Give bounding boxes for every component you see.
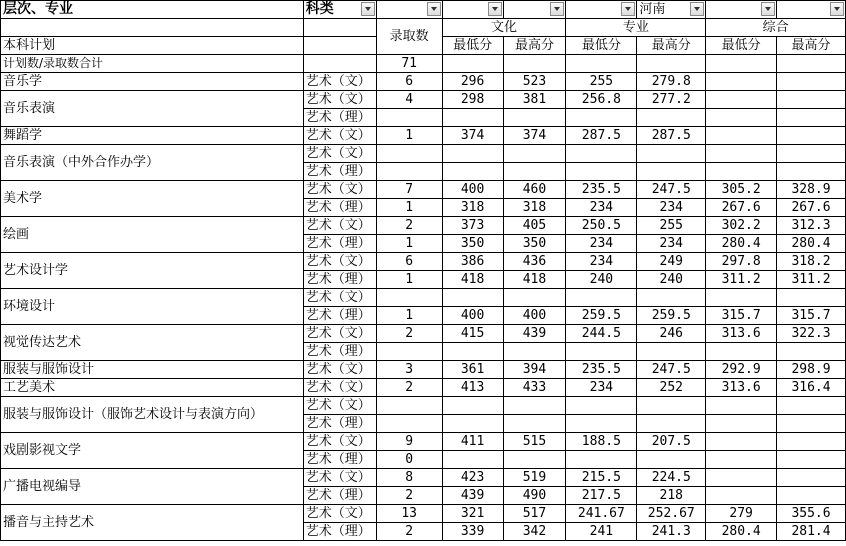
major-min: 234	[566, 253, 637, 271]
enroll-count: 2	[376, 379, 442, 397]
major-min: 256.8	[566, 91, 637, 109]
category-cell: 艺术（理）	[303, 451, 376, 469]
total-min	[706, 289, 777, 307]
total-min: 302.2	[706, 217, 777, 235]
category-cell: 艺术（理）	[303, 271, 376, 289]
major-max: 247.5	[637, 181, 706, 199]
total-min	[706, 397, 777, 415]
blank-cell	[1, 19, 304, 37]
culture-min: 386	[442, 253, 503, 271]
major-min	[566, 109, 637, 127]
major-max: 252.67	[637, 505, 706, 523]
total-min: 280.4	[706, 235, 777, 253]
major-min: 188.5	[566, 433, 637, 451]
total-max	[777, 451, 846, 469]
enroll-count: 0	[376, 451, 442, 469]
total-max: 318.2	[777, 253, 846, 271]
culture-min: 400	[442, 181, 503, 199]
total-min	[706, 91, 777, 109]
table-row	[1, 469, 846, 487]
category-cell: 艺术（理）	[303, 415, 376, 433]
category-cell: 艺术（文）	[303, 289, 376, 307]
culture-max-header: 最高分	[503, 37, 566, 55]
culture-min: 413	[442, 379, 503, 397]
culture-max: 490	[503, 487, 566, 505]
table-row	[1, 379, 846, 397]
total-min: 315.7	[706, 307, 777, 325]
total-max: 355.6	[777, 505, 846, 523]
culture-min	[442, 343, 503, 361]
major-max: 279.8	[637, 73, 706, 91]
culture-min-header: 最低分	[442, 37, 503, 55]
major-min: 217.5	[566, 487, 637, 505]
category-cell: 艺术（文）	[303, 181, 376, 199]
major-min-filter-cell	[566, 1, 637, 19]
major-min: 234	[566, 379, 637, 397]
major-min: 215.5	[566, 469, 637, 487]
major-min	[566, 163, 637, 181]
category-column-header	[303, 1, 376, 19]
major-name: 美术学	[1, 181, 304, 217]
enroll-count: 1	[376, 199, 442, 217]
group-header-row	[1, 19, 846, 37]
major-max: 234	[637, 235, 706, 253]
major-max: 252	[637, 379, 706, 397]
culture-max: 519	[503, 469, 566, 487]
major-min: 250.5	[566, 217, 637, 235]
enroll-count: 2	[376, 523, 442, 541]
total-min	[706, 433, 777, 451]
culture-max: 381	[503, 91, 566, 109]
enroll-count	[376, 109, 442, 127]
culture-min: 418	[442, 271, 503, 289]
total-max	[777, 397, 846, 415]
major-min: 234	[566, 199, 637, 217]
culture-max	[503, 397, 566, 415]
culture-max: 439	[503, 325, 566, 343]
enroll-count	[376, 289, 442, 307]
table-row	[1, 73, 846, 91]
category-cell: 艺术（文）	[303, 433, 376, 451]
blank-cell	[637, 55, 706, 73]
major-name: 服装与服饰设计	[1, 361, 304, 379]
culture-max	[503, 109, 566, 127]
major-min: 240	[566, 271, 637, 289]
major-max-header: 最高分	[637, 37, 706, 55]
total-max	[777, 487, 846, 505]
culture-max: 400	[503, 307, 566, 325]
culture-min	[442, 163, 503, 181]
totals-label: 计划数/录取数合计	[1, 55, 304, 73]
table-row	[1, 91, 846, 109]
total-min: 313.6	[706, 325, 777, 343]
category-cell: 艺术（文）	[303, 361, 376, 379]
blank-cell	[303, 55, 376, 73]
enroll-count: 6	[376, 73, 442, 91]
category-cell: 艺术（文）	[303, 379, 376, 397]
culture-min: 350	[442, 235, 503, 253]
filter-dropdown-icon[interactable]	[361, 2, 375, 16]
major-min-header: 最低分	[566, 37, 637, 55]
culture-max: 394	[503, 361, 566, 379]
enroll-count: 1	[376, 235, 442, 253]
table-row	[1, 289, 846, 307]
major-group-header: 专业	[566, 19, 706, 37]
enroll-filter-cell	[376, 1, 442, 19]
filter-dropdown-icon[interactable]	[690, 2, 704, 16]
enroll-count: 3	[376, 361, 442, 379]
total-max	[777, 109, 846, 127]
major-min: 244.5	[566, 325, 637, 343]
major-max	[637, 397, 706, 415]
major-min: 241	[566, 523, 637, 541]
major-name: 服装与服饰设计（服饰艺术设计与表演方向）	[1, 397, 304, 433]
total-max	[777, 91, 846, 109]
table-row	[1, 361, 846, 379]
table-row	[1, 325, 846, 343]
major-max: 247.5	[637, 361, 706, 379]
filter-dropdown-icon[interactable]	[427, 2, 441, 16]
major-name: 艺术设计学	[1, 253, 304, 289]
category-cell: 艺术（理）	[303, 343, 376, 361]
major-min	[566, 415, 637, 433]
filter-header-row	[1, 1, 846, 19]
total-max: 311.2	[777, 271, 846, 289]
culture-max: 523	[503, 73, 566, 91]
total-min: 280.4	[706, 523, 777, 541]
category-cell: 艺术（理）	[303, 523, 376, 541]
major-name: 工艺美术	[1, 379, 304, 397]
total-max: 312.3	[777, 217, 846, 235]
major-max: 207.5	[637, 433, 706, 451]
total-max: 328.9	[777, 181, 846, 199]
total-max: 280.4	[777, 235, 846, 253]
culture-min: 339	[442, 523, 503, 541]
major-min: 241.67	[566, 505, 637, 523]
enroll-count: 1	[376, 271, 442, 289]
culture-group-header: 文化	[442, 19, 566, 37]
major-max: 287.5	[637, 127, 706, 145]
major-min	[566, 397, 637, 415]
major-max	[637, 145, 706, 163]
category-header-label: 科类	[305, 1, 334, 17]
culture-max: 418	[503, 271, 566, 289]
major-max	[637, 163, 706, 181]
table-row	[1, 127, 846, 145]
total-min	[706, 73, 777, 91]
major-max: 249	[637, 253, 706, 271]
culture-min	[442, 289, 503, 307]
enroll-count	[376, 343, 442, 361]
culture-min: 423	[442, 469, 503, 487]
culture-max: 405	[503, 217, 566, 235]
total-max	[777, 433, 846, 451]
total-min	[706, 451, 777, 469]
culture-min: 415	[442, 325, 503, 343]
enroll-count	[376, 145, 442, 163]
major-min: 235.5	[566, 181, 637, 199]
culture-max: 515	[503, 433, 566, 451]
total-min: 279	[706, 505, 777, 523]
enroll-count: 1	[376, 127, 442, 145]
category-cell: 艺术（理）	[303, 109, 376, 127]
total-min: 292.9	[706, 361, 777, 379]
totals-value: 71	[376, 55, 442, 73]
major-max	[637, 289, 706, 307]
table-row	[1, 145, 846, 163]
category-cell: 艺术（理）	[303, 235, 376, 253]
totals-row	[1, 55, 846, 73]
total-max	[777, 127, 846, 145]
total-min	[706, 415, 777, 433]
total-max: 322.3	[777, 325, 846, 343]
category-cell: 艺术（理）	[303, 199, 376, 217]
total-min	[706, 163, 777, 181]
category-cell: 艺术（文）	[303, 253, 376, 271]
culture-max: 374	[503, 127, 566, 145]
total-min	[706, 127, 777, 145]
major-name: 环境设计	[1, 289, 304, 325]
culture-min: 321	[442, 505, 503, 523]
total-max-filter-cell	[777, 1, 846, 19]
total-min-header: 最低分	[706, 37, 777, 55]
blank-cell	[566, 55, 637, 73]
total-max	[777, 163, 846, 181]
culture-max: 517	[503, 505, 566, 523]
total-min	[706, 145, 777, 163]
table-row	[1, 181, 846, 199]
category-cell: 艺术（文）	[303, 73, 376, 91]
culture-max: 436	[503, 253, 566, 271]
culture-max: 433	[503, 379, 566, 397]
blank-cell	[706, 55, 777, 73]
total-max	[777, 289, 846, 307]
major-name: 戏剧影视文学	[1, 433, 304, 469]
major-name: 绘画	[1, 217, 304, 253]
total-max	[777, 469, 846, 487]
enroll-count: 13	[376, 505, 442, 523]
major-name: 视觉传达艺术	[1, 325, 304, 361]
enroll-count: 6	[376, 253, 442, 271]
total-min	[706, 487, 777, 505]
enroll-count: 2	[376, 325, 442, 343]
major-max: 241.3	[637, 523, 706, 541]
culture-max	[503, 289, 566, 307]
major-max: 218	[637, 487, 706, 505]
enroll-count: 8	[376, 469, 442, 487]
major-max	[637, 343, 706, 361]
enroll-count: 1	[376, 307, 442, 325]
culture-min: 318	[442, 199, 503, 217]
enroll-count: 2	[376, 217, 442, 235]
major-min: 259.5	[566, 307, 637, 325]
total-min	[706, 469, 777, 487]
major-max	[637, 451, 706, 469]
major-max: 240	[637, 271, 706, 289]
blank-cell	[503, 55, 566, 73]
enroll-count	[376, 163, 442, 181]
major-name: 广播电视编导	[1, 469, 304, 505]
enroll-count: 4	[376, 91, 442, 109]
major-min	[566, 289, 637, 307]
category-cell: 艺术（文）	[303, 217, 376, 235]
culture-min: 296	[442, 73, 503, 91]
filter-dropdown-icon[interactable]	[761, 2, 775, 16]
culture-max	[503, 145, 566, 163]
major-header-label: 层次、专业	[3, 1, 73, 17]
culture-max	[503, 163, 566, 181]
total-max: 316.4	[777, 379, 846, 397]
culture-min: 400	[442, 307, 503, 325]
culture-min	[442, 109, 503, 127]
table-row	[1, 433, 846, 451]
major-min	[566, 451, 637, 469]
major-max: 259.5	[637, 307, 706, 325]
culture-max	[503, 451, 566, 469]
culture-min: 373	[442, 217, 503, 235]
enroll-count	[376, 415, 442, 433]
major-name: 播音与主持艺术	[1, 505, 304, 541]
major-max: 277.2	[637, 91, 706, 109]
blank-cell	[777, 55, 846, 73]
blank-cell	[442, 55, 503, 73]
culture-min	[442, 397, 503, 415]
filter-dropdown-icon[interactable]	[830, 2, 844, 16]
total-max	[777, 73, 846, 91]
total-max	[777, 343, 846, 361]
total-min: 297.8	[706, 253, 777, 271]
total-min-filter-cell	[706, 1, 777, 19]
table-row	[1, 253, 846, 271]
category-cell: 艺术（文）	[303, 397, 376, 415]
major-max	[637, 109, 706, 127]
filter-dropdown-icon[interactable]	[550, 2, 564, 16]
culture-min	[442, 415, 503, 433]
total-max: 315.7	[777, 307, 846, 325]
major-name: 音乐学	[1, 73, 304, 91]
culture-min-filter-cell	[442, 1, 503, 19]
culture-min	[442, 145, 503, 163]
total-max	[777, 145, 846, 163]
major-max: 255	[637, 217, 706, 235]
total-min: 267.6	[706, 199, 777, 217]
total-min	[706, 109, 777, 127]
total-max: 298.9	[777, 361, 846, 379]
category-cell: 艺术（文）	[303, 505, 376, 523]
culture-min: 298	[442, 91, 503, 109]
province-filter-cell	[637, 1, 706, 19]
blank-cell	[303, 37, 376, 55]
major-min: 255	[566, 73, 637, 91]
culture-min: 361	[442, 361, 503, 379]
total-min	[706, 343, 777, 361]
culture-max	[503, 415, 566, 433]
category-cell: 艺术（文）	[303, 325, 376, 343]
blank-cell	[303, 19, 376, 37]
province-label: 河南	[639, 2, 666, 17]
major-max: 246	[637, 325, 706, 343]
total-max: 267.6	[777, 199, 846, 217]
total-min: 305.2	[706, 181, 777, 199]
culture-max: 460	[503, 181, 566, 199]
major-name: 音乐表演	[1, 91, 304, 127]
enroll-count: 7	[376, 181, 442, 199]
culture-min: 411	[442, 433, 503, 451]
major-max	[637, 415, 706, 433]
major-column-header	[1, 1, 304, 19]
category-cell: 艺术（理）	[303, 487, 376, 505]
total-group-header: 综合	[706, 19, 846, 37]
major-min: 234	[566, 235, 637, 253]
culture-min: 439	[442, 487, 503, 505]
culture-max	[503, 343, 566, 361]
major-min	[566, 145, 637, 163]
table-row	[1, 505, 846, 523]
culture-max: 350	[503, 235, 566, 253]
culture-min: 374	[442, 127, 503, 145]
enroll-header: 录取数	[376, 19, 442, 55]
total-min: 313.6	[706, 379, 777, 397]
culture-max: 318	[503, 199, 566, 217]
culture-max: 342	[503, 523, 566, 541]
category-cell: 艺术（文）	[303, 145, 376, 163]
enroll-count	[376, 397, 442, 415]
major-min: 287.5	[566, 127, 637, 145]
category-cell: 艺术（理）	[303, 307, 376, 325]
major-name: 舞蹈学	[1, 127, 304, 145]
filter-dropdown-icon[interactable]	[621, 2, 635, 16]
major-max: 224.5	[637, 469, 706, 487]
table-row	[1, 217, 846, 235]
total-max-header: 最高分	[777, 37, 846, 55]
culture-min	[442, 451, 503, 469]
category-cell: 艺术（文）	[303, 91, 376, 109]
major-name: 音乐表演（中外合作办学）	[1, 145, 304, 181]
major-max: 234	[637, 199, 706, 217]
category-cell: 艺术（理）	[303, 163, 376, 181]
culture-max-filter-cell	[503, 1, 566, 19]
category-cell: 艺术（文）	[303, 469, 376, 487]
total-max	[777, 415, 846, 433]
table-row	[1, 397, 846, 415]
category-cell: 艺术（文）	[303, 127, 376, 145]
enroll-count: 9	[376, 433, 442, 451]
plan-label: 本科计划	[1, 37, 304, 55]
enroll-count: 2	[376, 487, 442, 505]
major-min: 235.5	[566, 361, 637, 379]
filter-dropdown-icon[interactable]	[488, 2, 502, 16]
major-min	[566, 343, 637, 361]
total-max: 281.4	[777, 523, 846, 541]
total-min: 311.2	[706, 271, 777, 289]
